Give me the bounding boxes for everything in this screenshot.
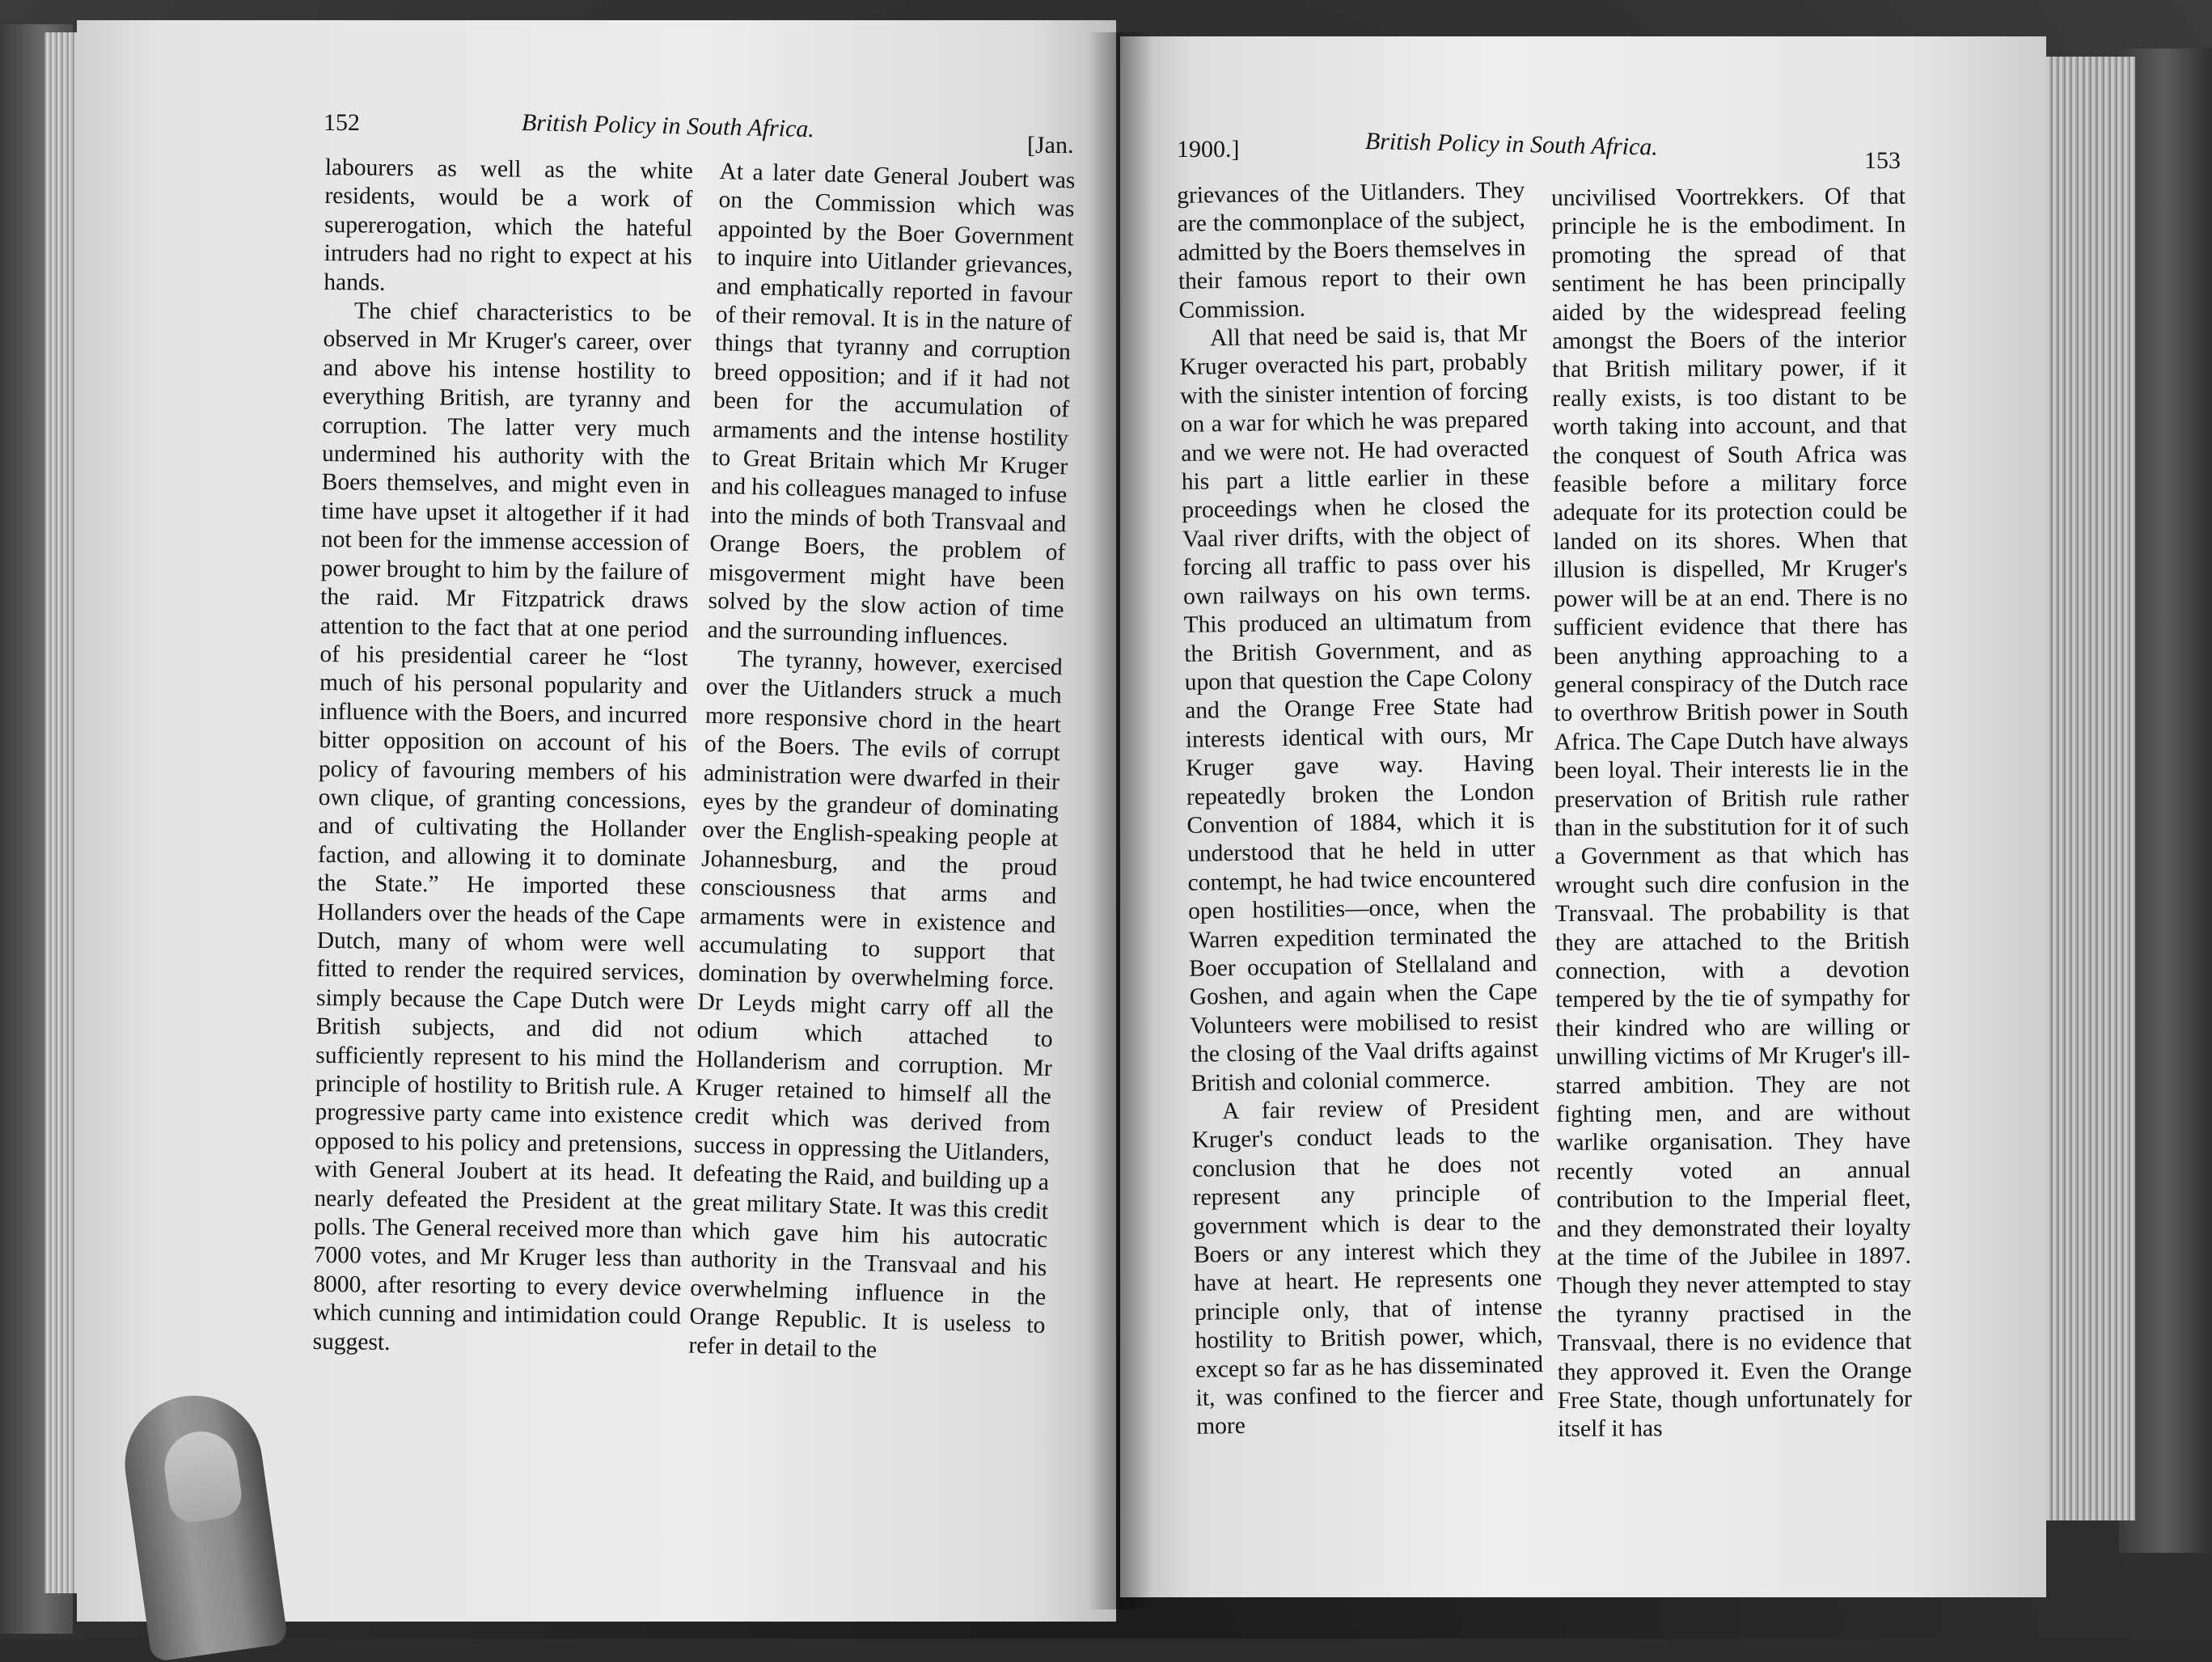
right-page-number: 153	[1864, 147, 1901, 174]
left-column-1	[312, 154, 693, 1360]
right-column-2	[1551, 183, 1912, 1444]
page-edges-right	[2038, 57, 2135, 1520]
paragraph: grievances of the Uitlanders. They are the commonplace of the subject, admitted by the Boers themselves in their famous report to their own Commission.	[1177, 177, 1527, 324]
paragraph: All that need be said is, that Mr Kruger overacted his part, probably with the sinister intention of forcing on a war for which he was prepared and we were not. He had overacted his part a little earlier in these proceedings when he closed the Vaal river drifts, with the object of forcing all traffic to pass over his own railways on his own terms. This produced an ultimatum from the British Government, and as upon that question the Cape Colony and the Orange Free State had interests identical with ours, Mr Kruger gave way. Having repeatedly broken the London Convention of 1884, which it is understood that he held in utter contempt, he had twice encountered open hostilities—once, when the Warren expedition terminated the Boer occupation of Stellaland and Goshen, and again when the Cape Volunteers were mobilised to resist the closing of the Vaal drifts against British and colonial commerce.	[1179, 320, 1539, 1097]
paragraph: A fair review of President Kruger's conduct leads to the conclusion that he does not represent any principle of government which is dear to the Boers or any interest which they have at heart. He represents one principle only, that of intense hostility to British power, which, except so far as he has disseminated it, was confined to the fiercer and more	[1191, 1093, 1544, 1440]
paragraph: labourers as well as the white residents, would be a work of supererogation, which the hateful intruders had no right to expect at his hands.	[324, 154, 693, 296]
book-gutter-shadow	[1088, 32, 1153, 1609]
paragraph: uncivilised Voortrekkers. Of that principle he is the embodiment. In promoting the spread of that sentiment he has been principally aided by the widespread feeling amongst the Boers of the interior that British military power, if it really exists, is too distant to be worth taking into account, and that the conquest of South Africa was feasible before a military force adequate for its protection could be landed on its shores. When that illusion is dispelled, Mr Kruger's power will be at an end. There is no sufficient evidence that there has been anything approaching to a general conspiracy of the Dutch race to overthrow British power in South Africa. The Cape Dutch have always been loyal. Their interests lie in the preservation of British rule rather than in the substitution for it of such a Government as that which has wrought such dire confusion in the Transvaal. The probability is that they are attached to the British connection, with a devotion tempered by the tie of sympathy for their kindred who are willing or unwilling victims of Mr Kruger's ill-starred ambition. They are not fighting men, and are without warlike organisation. They have recently voted an annual contribution to the Imperial fleet, and they demonstrated their loyalty at the time of the Jubilee in 1897. Though they never attempted to stay the tyranny practised in the Transvaal, there is no evidence that they approved it. Even the Orange Free State, though unfortunately for itself it has	[1551, 183, 1912, 1443]
left-page-number: 152	[324, 109, 360, 136]
left-date-mark: [Jan.	[1027, 132, 1074, 159]
right-date-mark: 1900.]	[1177, 136, 1240, 163]
right-running-title-text: British Policy in South Africa.	[1364, 128, 1659, 161]
left-column-2	[688, 158, 1076, 1369]
paragraph: The chief characteristics to be observed in Mr Kruger's career, over and above his intense hostility to everything British, are tyranny and corruption. The latter very much undermined his authority with the Boers themselves, and might even in time have upset it altogether if it had not been for the immense accession of power brought to him by the failure of the raid. Mr Fitzpatrick draws attention to the fact that at one period of his presidential career he “lost much of his personal popularity and influence with the Boers, and incurred bitter opposition on account of his policy of favouring members of his own clique, of granting concessions, and of cultivating the Hollander faction, and allowing it to dominate the State.” He imported these Hollanders over the heads of the Cape Dutch, many of whom were well fitted to render the required services, simply because the Cape Dutch were British subjects, and did not sufficiently represent to his mind the principle of hostility to British rule. A progressive party came into existence opposed to his policy and pretensions, with General Joubert at its head. It nearly defeated the President at the polls. The General received more than 7000 votes, and Mr Kruger less than 8000, after resorting to every device which cunning and intimidation could suggest.	[312, 298, 692, 1355]
right-column-1	[1177, 176, 1544, 1441]
paragraph: At a later date General Joubert was on the Commission which was appointed by the Boer Government to inquire into Uitlander grievances, and emphatically reported in favour of their removal. It is in the nature of things that tyranny and corruption breed opposition; and if it had not been for the accumulation of armaments and the intense hostility to Great Britain which Mr Kruger and his colleagues managed to infuse into the minds of both Transvaal and Orange Boers, the problem of misgoverment might have been solved by the slow action of time and the surrounding influences.	[707, 158, 1076, 651]
paragraph: The tyranny, however, exercised over the Uitlanders struck a much more responsive chord in the heart of the Boers. The evils of corrupt administration were dwarfed in their eyes by the grandeur of dominating over the English-speaking people at Johannesburg, and the proud consciousness that arms and armaments were in existence and accumulating to support that domination by overwhelming force. Dr Leyds might carry off all the odium which attached to Hollanderism and corruption. Mr Kruger retained to himself all the credit which was derived from success in oppressing the Uitlanders, defeating the Raid, and building up a great military State. It was this credit which gave him his autocratic authority in the Transvaal and his overwhelming influence in the Orange Republic. It is useless to refer in detail to the	[688, 645, 1064, 1364]
left-running-title-text: British Policy in South Africa.	[521, 109, 815, 143]
